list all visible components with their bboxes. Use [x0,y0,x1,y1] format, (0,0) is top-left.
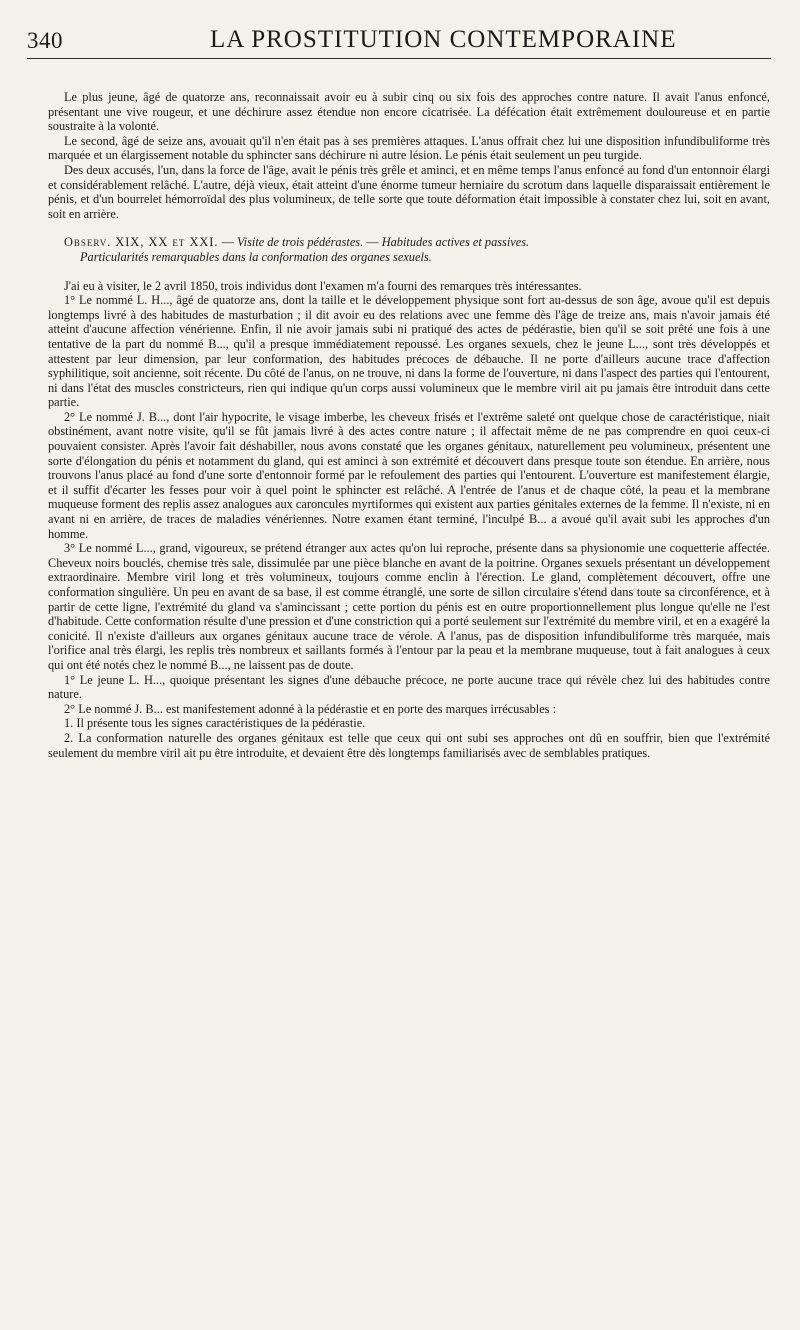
observation-label: Observ. XIX, XX et XXI. [64,235,219,250]
paragraph: 2° Le nommé J. B..., dont l'air hypocrite, le visage imberbe, les cheveux frisés et l'extrême saleté ont quelque chose de caractéristique, niait obstinément, avant notre visite, qu'il se fût jamais livré à des actes contre nature ; il affectait même de ne pas comprendre en quoi ceux-ci pouvaient consister. Après l'avoir fait déshabiller, nous avons constaté que les organes génitaux, naturellement peu volumineux, présentent une sorte d'élongation du pénis et notamment du gland, qui est aminci à son extrémité et découvert dans presque toute son étendue. En arrière, nous trouvons l'anus placé au fond d'une sorte d'entonnoir formé par le refoulement des parties qui l'entourent. L'ouverture est manifestement élargie, et il suffit d'écarter les fesses pour voir à quel point le sphincter est relâché. A l'entrée de l'anus et de chaque côté, la peau et la membrane muqueuse forment des replis assez analogues aux caroncules myrtiformes qui existent aux parties génitales externes de la femme. Il n'existe, ni en avant ni en arrière, de traces de maladies vénériennes. Notre examen étant terminé, l'inculpé B... a avoué qu'il avait subi les approches d'un homme. [48,409,770,541]
observation-dash: — [218,235,238,250]
paragraph: Le second, âgé de seize ans, avouait qu'il n'en était pas à ses premières attaques. L'anus offrait chez lui une disposition infundibuliforme très marquée et un élargissement notable du sphincter sans déchirure ni autre lésion. Le pénis était seulement un peu turgide. [48,133,770,163]
spacer [48,221,770,235]
page-header [0,22,800,54]
paragraph: 3° Le nommé L..., grand, vigoureux, se prétend étranger aux actes qu'on lui reproche, présente dans sa physionomie une coquetterie affectée. Cheveux noirs bouclés, chemise très sale, dissimulée par une pièce blanche en avant de la poitrine. Organes sexuels présentant un développement extraordinaire. Membre viril long et très volumineux, toujours comme enclin à l'érection. Le gland, complètement découvert, offre une conformation singulière. Un peu en avant de sa base, il est comme étranglé, une sorte de sillon circulaire s'étend dans toute sa circonférence, et à partir de cette ligne, l'extrémité du gland va s'amincissant ; cette portion du pénis est en outre proportionnellement plus longue qu'elle ne l'est d'habitude. Cette conformation résulte d'une pression et d'une constriction qui a porté seulement sur l'extrémité du membre viril, et en a exagéré la conicité. Il n'existe d'ailleurs aux organes génitaux aucune trace de vérole. A l'anus, pas de disposition infundibuliforme très marquée, mais l'orifice anal très élargi, les replis très nombreux et saillants formés à l'entour par la peau et la membrane muqueuse, tout à fait analogues à ceux qui ont été notés chez le nommé B..., ne laissent pas de doute. [48,541,770,672]
body-text [48,90,770,760]
observation-title: Visite de trois pédérastes. [237,235,364,250]
observation-heading [48,235,770,250]
paragraph: 1° Le nommé L. H..., âgé de quatorze ans, dont la taille et le développement physique sont fort au-dessus de son âge, avoue qu'il est depuis longtemps livré à des habitudes de masturbation ; il dit avoir eu des relations avec une femme dès l'âge de treize ans, mais n'avoir jamais été atteint d'aucune affection vénérienne. Enfin, il nie avoir jamais subi ni pratiqué des actes de pédérastie, bien qu'il se soit prêté une fois à une tentative de la part du nommé B..., qu'il a presque immédiatement repoussé. Les organes sexuels, chez le jeune L..., sont très développés et attestent par leur dimension, par leur conformation, des habitudes précoces de débauche. Il ne porte d'ailleurs aucune trace d'affection syphilitique, soit ancienne, soit récente. Du côté de l'anus, on ne trouve, ni dans la forme de l'ouverture, ni dans l'aspect des parties qui l'entourent, ni dans l'état des muscles constricteurs, rien qui indique qu'un corps aussi volumineux que le membre viril ait pu jamais être introduit dans cette partie. [48,293,770,410]
paragraph: 1° Le jeune L. H..., quoique présentant les signes d'une débauche précoce, ne porte aucune trace qui révèle chez lui des habitudes contre nature. [48,672,770,702]
spacer [48,265,770,279]
list-item: 2. La conformation naturelle des organes génitaux est telle que ceux qui ont subi ses approches ont dû en souffrir, bien que l'extrémité seulement du membre viril ait pu être introduite, et devaient être dès longtemps familiarisés avec de semblables pratiques. [48,730,770,760]
header-rule [27,58,771,59]
list-item: 1. Il présente tous les signes caractéristiques de la pédérastie. [64,716,366,731]
page-number: 340 [27,28,63,53]
paragraph: Le plus jeune, âgé de quatorze ans, reconnaissait avoir eu à subir cinq ou six fois des approches contre nature. Il avait l'anus enfoncé, présentant une vive rougeur, et une déchirure assez étendue non encore cicatrisée. La défécation était extrêmement douloureuse et en partie soustraite à la volonté. [48,90,770,134]
observation-subtitle-2: Particularités remarquables dans la conformation des organes sexuels. [80,249,432,264]
observation-dash-2: — [363,235,382,250]
paragraph: 2° Le nommé J. B... est manifestement adonné à la pédérastie et en porte des marques irrécusables : [64,701,557,716]
paragraph: J'ai eu à visiter, le 2 avril 1850, trois individus dont l'examen m'a fourni des remarques très intéressantes. [64,278,582,293]
running-title: LA PROSTITUTION CONTEMPORAINE [210,26,677,53]
observation-subtitle-1: Habitudes actives et passives. [381,235,530,250]
paragraph: Des deux accusés, l'un, dans la force de l'âge, avait le pénis très grêle et aminci, et en même temps l'anus enfoncé au fond d'un entonnoir élargi et considérablement relâché. L'autre, déjà vieux, était atteint d'une énorme tumeur herniaire du scrotum dans laquelle disparaissait entièrement le pénis, et d'un bourrelet hémorroïdal des plus volumineux, de telle sorte que toute déformation était impossible à constater chez lui, soit en avant, soit en arrière. [48,162,770,221]
observation-subheading [48,250,770,265]
